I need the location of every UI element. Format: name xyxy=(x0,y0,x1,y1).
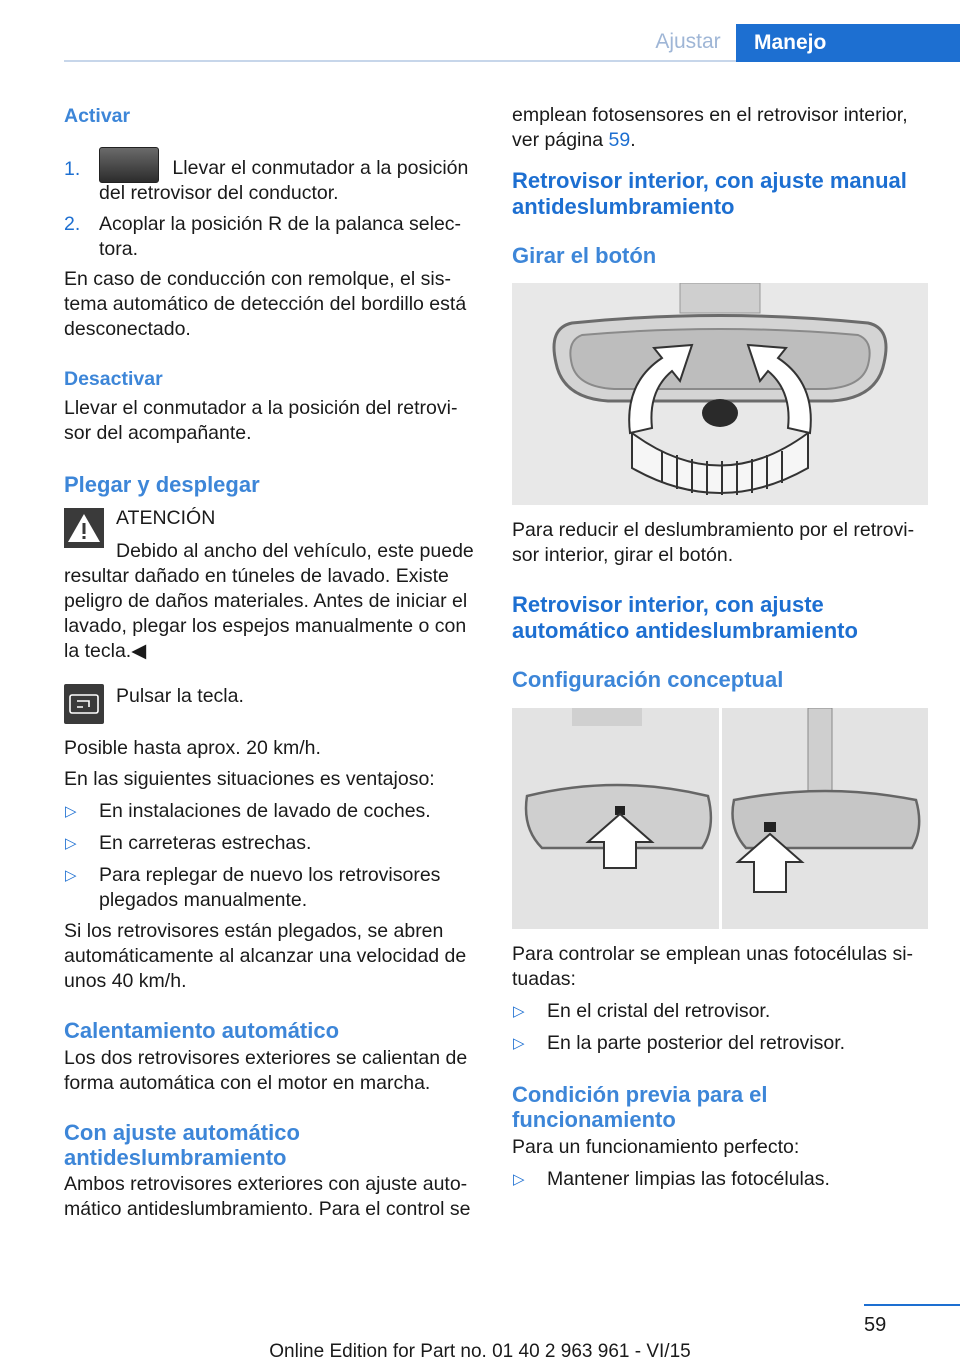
edition-footer: Online Edition for Part no. 01 40 2 963 961 - VI/15 xyxy=(269,1341,691,1362)
mirror-switch-icon xyxy=(99,147,159,183)
list-item xyxy=(64,863,480,913)
page-number: 59 xyxy=(864,1314,887,1336)
desactivar-paragraph xyxy=(64,396,480,446)
step-text: Acoplar la posición R de la palanca selec‐ xyxy=(99,213,462,235)
text-line: En caso de conducción con remolque, el sis‐ xyxy=(64,268,451,290)
warning-text-line: la tecla.◀ xyxy=(64,640,147,662)
text-line: Llevar el conmutador a la posición del retrovi‐ xyxy=(64,397,458,419)
plegados-paragraph xyxy=(64,919,480,994)
list-item xyxy=(512,1167,928,1192)
heading-line: Con ajuste automático xyxy=(64,1120,300,1145)
ventajoso-text: En las siguientes situaciones es ventajoso: xyxy=(64,768,435,790)
warning-block xyxy=(64,506,480,664)
warning-text-line: peligro de daños materiales. Antes de iniciar el xyxy=(64,590,468,612)
fold-mirror-key-icon xyxy=(64,684,104,724)
text: ver página xyxy=(512,129,609,151)
step-text-cont: del retrovisor del conductor. xyxy=(99,182,339,204)
step-number: 2. xyxy=(64,213,81,235)
triangle-bullet-icon: ▷ xyxy=(65,803,77,820)
step-text: Llevar el conmutador a la posición xyxy=(172,157,469,179)
text-line: sor del acompañante. xyxy=(64,422,252,444)
heading-line: antideslumbramiento xyxy=(64,1145,287,1170)
triangle-bullet-icon: ▷ xyxy=(513,1003,525,1020)
text-line: automáticamente al alcanzar una velocidad de xyxy=(64,945,467,967)
calentamiento-paragraph xyxy=(64,1046,480,1096)
cont-line xyxy=(512,128,928,153)
tab-manejo[interactable]: Manejo xyxy=(736,24,960,62)
warning-icon xyxy=(64,508,104,548)
step-text-cont: tora. xyxy=(99,238,139,260)
text-line: Ambos retrovisores exteriores con ajuste auto‐ xyxy=(64,1173,468,1195)
girar-heading: Girar el botón xyxy=(512,243,657,268)
warning-text-line: lavado, plegar los espejos manualmente o con xyxy=(64,615,467,637)
list-item-text: En la parte posterior del retrovisor. xyxy=(547,1032,846,1054)
ajuste-heading xyxy=(64,1120,480,1170)
activar-heading: Activar xyxy=(64,105,131,127)
warning-title: ATENCIÓN xyxy=(116,507,216,529)
cont-line: emplean fotosensores en el retrovisor interior, xyxy=(512,104,908,126)
text-line: tema automático de detección del bordillo está xyxy=(64,293,467,315)
list-item-text: En carreteras estrechas. xyxy=(99,832,312,854)
text-line: tuadas: xyxy=(512,968,576,990)
manual-mirror-figure xyxy=(512,283,928,505)
list-item-text: Mantener limpias las fotocélulas. xyxy=(547,1168,830,1190)
calentamiento-heading: Calentamiento automático xyxy=(64,1018,340,1043)
auto-mirror-figure xyxy=(512,708,928,929)
triangle-bullet-icon: ▷ xyxy=(65,867,77,884)
step-number: 1. xyxy=(64,158,81,180)
text-line: Para reducir el deslumbramiento por el retrovi‐ xyxy=(512,519,915,541)
config-heading: Configuración conceptual xyxy=(512,667,784,692)
plegar-heading: Plegar y desplegar xyxy=(64,472,260,497)
activar-step-1 xyxy=(64,147,480,206)
remolque-paragraph xyxy=(64,267,480,342)
text-line: unos 40 km/h. xyxy=(64,970,187,992)
text-line: Los dos retrovisores exteriores se calientan de xyxy=(64,1047,468,1069)
text-line: forma automática con el motor en marcha. xyxy=(64,1072,431,1094)
text-line: mático antideslumbramiento. Para el control se xyxy=(64,1198,471,1220)
list-item xyxy=(64,799,480,824)
text-line: Si los retrovisores están plegados, se abren xyxy=(64,920,444,942)
left-column xyxy=(64,100,480,1222)
auto-heading xyxy=(512,592,928,644)
list-item xyxy=(64,831,480,856)
triangle-bullet-icon: ▷ xyxy=(513,1171,525,1188)
warning-text: Debido al ancho del vehículo, este puede xyxy=(116,540,474,562)
text-line: Para controlar se emplean unas fotocélulas si‐ xyxy=(512,943,914,965)
speed-text: Posible hasta aprox. 20 km/h. xyxy=(64,737,321,759)
text-line: desconectado. xyxy=(64,318,191,340)
text-line: sor interior, girar el botón. xyxy=(512,544,734,566)
list-item-text-cont: plegados manualmente. xyxy=(99,889,308,911)
page-link[interactable]: 59 xyxy=(608,129,631,151)
warning-text-line: resultar dañado en túneles de lavado. Existe xyxy=(64,565,449,587)
triangle-bullet-icon: ▷ xyxy=(65,835,77,852)
tab-ajustar[interactable]: Ajustar xyxy=(655,30,721,53)
condicion-heading xyxy=(512,1082,928,1132)
manual-heading xyxy=(512,168,928,220)
girar-paragraph xyxy=(512,518,928,568)
key-text: Pulsar la tecla. xyxy=(116,685,244,707)
heading-line: funcionamiento xyxy=(512,1107,676,1132)
photocell-illustration xyxy=(512,708,928,929)
text: . xyxy=(630,129,636,151)
heading-line: automático antideslumbramiento xyxy=(512,618,858,643)
mirror-knob-illustration xyxy=(512,283,928,505)
desactivar-heading: Desactivar xyxy=(64,368,163,390)
heading-line: Retrovisor interior, con ajuste xyxy=(512,592,824,617)
heading-line: Condición previa para el xyxy=(512,1082,768,1107)
list-item-text: En instalaciones de lavado de coches. xyxy=(99,800,431,822)
footer-rule xyxy=(864,1304,960,1306)
ajuste-paragraph xyxy=(64,1172,480,1222)
list-item xyxy=(512,999,928,1024)
config-paragraph xyxy=(512,942,928,992)
heading-line: Retrovisor interior, con ajuste manual xyxy=(512,168,907,193)
triangle-bullet-icon: ▷ xyxy=(513,1035,525,1052)
list-item-text: En el cristal del retrovisor. xyxy=(547,1000,771,1022)
activar-step-2 xyxy=(64,212,480,262)
list-item-text: Para replegar de nuevo los retrovisores xyxy=(99,864,441,886)
right-column xyxy=(512,100,928,1192)
list-item xyxy=(512,1031,928,1056)
key-block xyxy=(64,684,480,726)
heading-line: antideslumbramiento xyxy=(512,194,735,219)
condicion-text: Para un funcionamiento perfecto: xyxy=(512,1136,800,1158)
